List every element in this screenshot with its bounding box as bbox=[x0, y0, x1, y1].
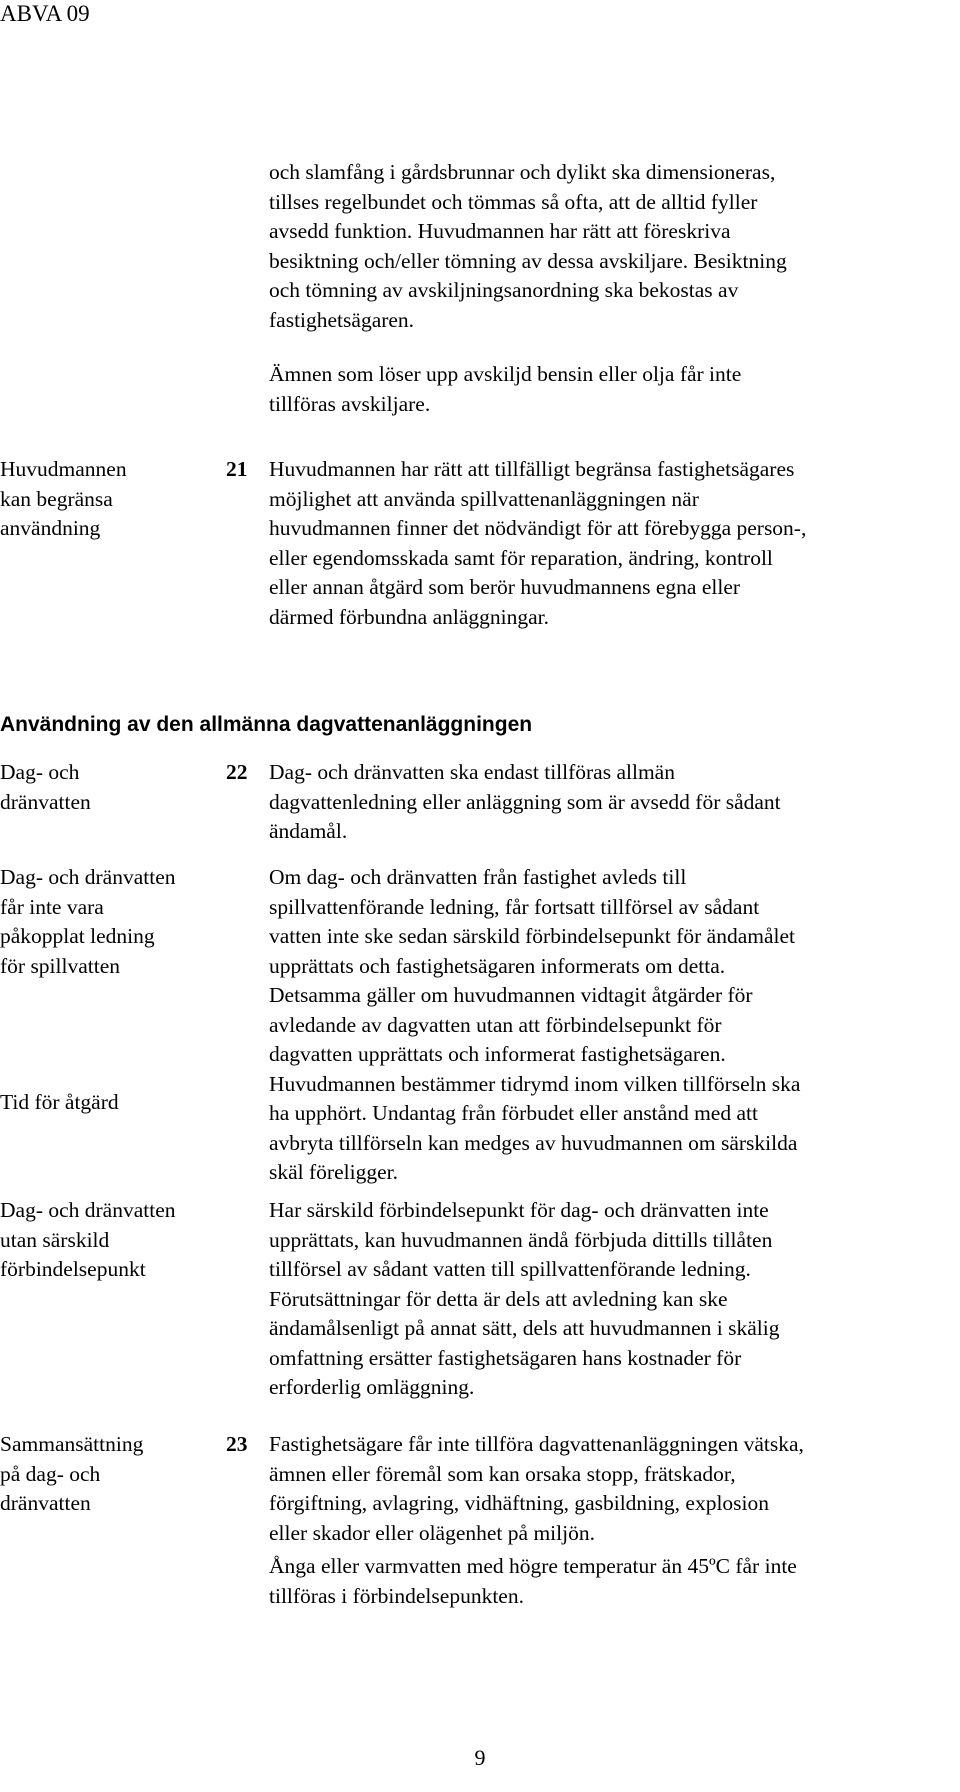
text-line: spillvattenförande ledning, får fortsatt tillförsel av sådant bbox=[269, 894, 760, 919]
label-line: utan särskild bbox=[0, 1227, 110, 1252]
text-line: Fastighetsägare får inte tillföra dagvattenanläggningen vätska, bbox=[269, 1432, 804, 1456]
text-line: eller skador eller olägenhet på miljön. bbox=[269, 1520, 595, 1545]
text-line: förgiftning, avlagring, vidhäftning, gasbildning, explosion bbox=[269, 1491, 770, 1515]
text-line: och tömning av avskiljningsanordning ska bekostas av bbox=[269, 278, 739, 302]
label-line: dränvatten bbox=[0, 789, 91, 814]
text-line: tillses regelbundet och tömmas så ofta, att de alltid fyller bbox=[269, 189, 758, 214]
text-line: upprättats, kan huvudmannen ändå förbjuda dittills tillåten bbox=[269, 1227, 773, 1252]
text-line: Har särskild förbindelsepunkt för dag- och dränvatten inte bbox=[269, 1198, 769, 1222]
text-line: avledande av dagvatten utan att förbindelsepunkt för bbox=[269, 1012, 722, 1037]
page-number: 9 bbox=[474, 1745, 486, 1770]
paragraph-text bbox=[269, 758, 959, 847]
label-line: förbindelsepunkt bbox=[0, 1257, 146, 1281]
text-line: omfattning ersätter fastighetsägaren hans kostnader för bbox=[269, 1345, 742, 1370]
text-line: erforderlig omläggning. bbox=[269, 1375, 475, 1399]
document-header: ABVA 09 bbox=[0, 1, 90, 26]
paragraph-text bbox=[269, 455, 959, 632]
text-line: eller egendomsskada samt för reparation, ändring, kontroll bbox=[269, 545, 773, 570]
text-line: Förutsättningar för detta är dels att avledning kan ske bbox=[269, 1286, 728, 1311]
text-line: tillföras i förbindelsepunkten. bbox=[269, 1583, 524, 1608]
label-line: påkopplat ledning bbox=[0, 924, 155, 948]
paragraph-text bbox=[269, 360, 959, 419]
label-line: kan begränsa bbox=[0, 486, 113, 511]
text-line: Ånga eller varmvatten med högre temperatur än 45ºC får inte bbox=[269, 1554, 797, 1578]
paragraph-number: 23 bbox=[226, 1432, 248, 1456]
text-line: Huvudmannen bestämmer tidrymd inom vilken tillförseln ska bbox=[269, 1071, 801, 1096]
text-line: avbryta tillförseln kan medges av huvudmannen om särskilda bbox=[269, 1130, 798, 1155]
label-line: Tid för åtgärd bbox=[0, 1090, 119, 1114]
paragraph-text bbox=[269, 1552, 959, 1611]
text-line: skäl föreligger. bbox=[269, 1160, 398, 1184]
text-line: ämnen eller föremål som kan orsaka stopp, frätskador, bbox=[269, 1461, 736, 1486]
text-line: tillföras avskiljare. bbox=[269, 391, 431, 416]
text-line: upprättats och fastighetsägaren informerats om detta. bbox=[269, 953, 726, 978]
label-line: dränvatten bbox=[0, 1491, 91, 1515]
paragraph-text bbox=[269, 1430, 959, 1548]
label-line: Huvudmannen bbox=[0, 457, 127, 481]
text-line: ändamål. bbox=[269, 819, 348, 843]
text-line: huvudmannen finner det nödvändigt för att förebygga person-, bbox=[269, 516, 807, 540]
text-line: avsedd funktion. Huvudmannen har rätt att föreskriva bbox=[269, 219, 731, 243]
text-line: dagvatten upprättats och informerat fastighetsägaren. bbox=[269, 1042, 726, 1066]
label-line: användning bbox=[0, 516, 101, 540]
text-line: ändamålsenligt på annat sätt, dels att huvudmannen i skälig bbox=[269, 1316, 780, 1340]
label-line: Dag- och dränvatten bbox=[0, 865, 176, 889]
text-line: möjlighet att använda spillvattenanläggningen när bbox=[269, 486, 699, 511]
label-line: Dag- och bbox=[0, 760, 80, 784]
text-line: dagvattenledning eller anläggning som är avsedd för sådant bbox=[269, 789, 781, 814]
text-line: Huvudmannen har rätt att tillfälligt begränsa fastighetsägares bbox=[269, 457, 795, 481]
label-line: Sammansättning bbox=[0, 1432, 144, 1456]
label-line: för spillvatten bbox=[0, 953, 121, 978]
text-line: därmed förbundna anläggningar. bbox=[269, 604, 550, 629]
text-line: vatten inte ske sedan särskild förbindelsepunkt för ändamålet bbox=[269, 924, 795, 948]
label-line: Dag- och dränvatten bbox=[0, 1198, 176, 1222]
margin-label bbox=[0, 758, 235, 817]
paragraph-number: 22 bbox=[226, 760, 248, 784]
margin-label bbox=[0, 1196, 235, 1285]
margin-label bbox=[0, 1088, 235, 1118]
paragraph-number: 21 bbox=[226, 457, 248, 481]
paragraph-text bbox=[269, 863, 959, 1188]
text-line: Detsamma gäller om huvudmannen vidtagit åtgärder för bbox=[269, 983, 753, 1007]
text-line: Om dag- och dränvatten från fastighet avleds till bbox=[269, 865, 687, 889]
text-line: ha upphört. Undantag från förbudet eller anstånd med att bbox=[269, 1101, 758, 1125]
text-line: och slamfång i gårdsbrunnar och dylikt ska dimensioneras, bbox=[269, 160, 776, 184]
text-line: fastighetsägaren. bbox=[269, 307, 415, 332]
paragraph-text bbox=[269, 1196, 959, 1403]
margin-label bbox=[0, 1430, 235, 1519]
text-line: tillförsel av sådant vatten till spillvattenförande ledning. bbox=[269, 1257, 751, 1281]
margin-label bbox=[0, 455, 235, 544]
text-line: besiktning och/eller tömning av dessa avskiljare. Besiktning bbox=[269, 248, 787, 273]
text-line: Ämnen som löser upp avskiljd bensin eller olja får inte bbox=[269, 362, 742, 386]
text-line: Dag- och dränvatten ska endast tillföras allmän bbox=[269, 760, 675, 784]
paragraph-text bbox=[269, 158, 959, 335]
label-line: får inte vara bbox=[0, 894, 104, 919]
section-heading: Användning av den allmänna dagvattenanläggningen bbox=[0, 713, 533, 736]
margin-label bbox=[0, 863, 235, 981]
text-line: eller annan åtgärd som berör huvudmannens egna eller bbox=[269, 575, 741, 599]
label-line: på dag- och bbox=[0, 1461, 101, 1486]
